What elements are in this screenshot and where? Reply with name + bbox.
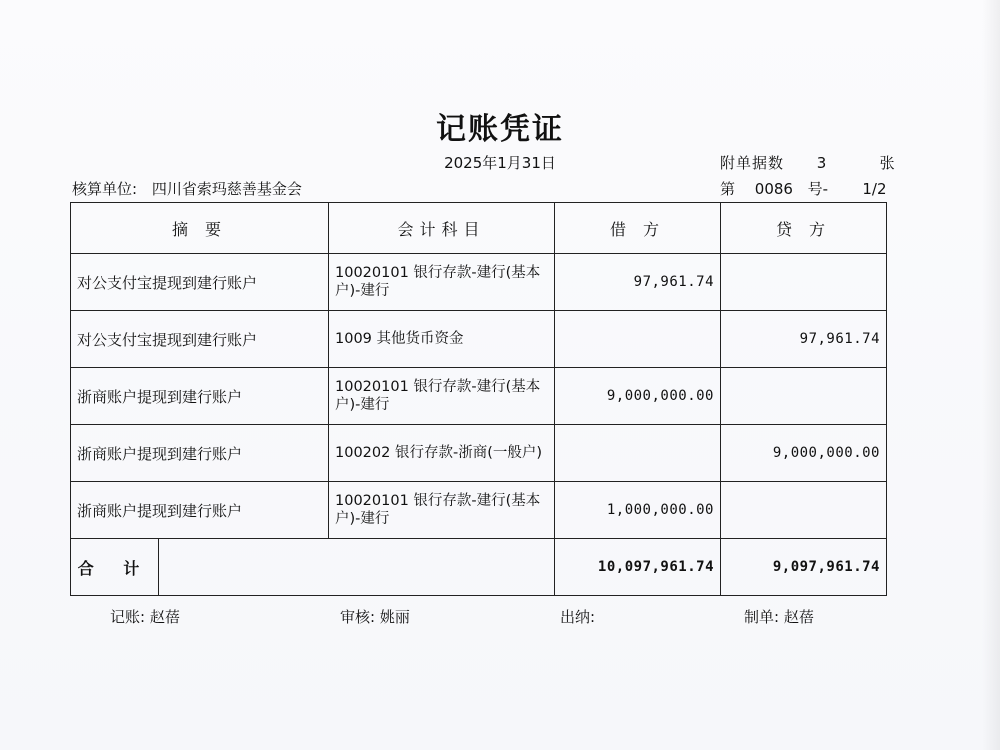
voucher-table [70,202,887,596]
voucher-date: 2025年1月31日 [444,154,556,172]
signature-bookkeeper-label: 记账: [110,608,146,626]
row-debit [555,311,721,368]
voucher-page: 1/2 [862,180,887,198]
signature-preparer-label: 制单: [744,608,780,626]
table-header-row [71,203,887,254]
column-header-credit: 贷 方 [721,203,887,254]
total-blank-cell [159,539,555,596]
signature-reviewer [340,606,410,627]
row-credit: 9,000,000.00 [721,425,887,482]
voucher-number-value: 0086 [754,180,793,198]
signature-cashier [560,606,595,627]
voucher-number-prefix: 第 [720,180,736,198]
row-debit [555,425,721,482]
signature-bookkeeper-name: 赵蓓 [149,608,180,626]
signature-preparer-name: 赵蓓 [783,608,814,626]
row-summary: 浙商账户提现到建行账户 [71,368,329,425]
voucher-number [720,178,886,199]
attachment-unit: 张 [879,154,895,172]
row-credit [721,254,887,311]
table-row [71,311,887,368]
total-row [71,539,887,596]
row-account: 10020101 银行存款-建行(基本户)-建行 [329,254,555,311]
row-debit: 9,000,000.00 [555,368,721,425]
accounting-unit [72,178,302,199]
signature-reviewer-label: 审核: [340,608,376,626]
table-row [71,368,887,425]
signature-reviewer-name: 姚丽 [379,608,410,626]
row-account: 100202 银行存款-浙商(一般户) [329,425,555,482]
voucher-title: 记账凭证 [436,112,564,147]
accounting-unit-label: 核算单位: [72,180,138,198]
voucher-number-suffix: 号- [807,180,828,198]
signature-cashier-label: 出纳: [560,608,596,626]
row-credit [721,368,887,425]
row-credit [721,482,887,539]
attachment-label: 附单据数 [720,154,785,172]
total-label: 合 计 [71,539,159,596]
row-summary: 对公支付宝提现到建行账户 [71,254,329,311]
column-header-account: 会计科目 [329,203,555,254]
row-summary: 浙商账户提现到建行账户 [71,425,329,482]
attachment-number: 3 [816,154,827,172]
row-credit: 97,961.74 [721,311,887,368]
signature-preparer [744,606,814,627]
attachment-count [720,152,895,173]
table-row [71,254,887,311]
row-summary: 浙商账户提现到建行账户 [71,482,329,539]
table-row [71,425,887,482]
row-account: 10020101 银行存款-建行(基本户)-建行 [329,482,555,539]
signature-bookkeeper [110,606,180,627]
row-debit: 97,961.74 [555,254,721,311]
row-account: 10020101 银行存款-建行(基本户)-建行 [329,368,555,425]
row-account: 1009 其他货币资金 [329,311,555,368]
accounting-unit-name: 四川省索玛慈善基金会 [151,180,302,198]
table-row [71,482,887,539]
total-debit: 10,097,961.74 [555,539,721,596]
column-header-debit: 借 方 [555,203,721,254]
total-credit: 9,097,961.74 [721,539,887,596]
row-summary: 对公支付宝提现到建行账户 [71,311,329,368]
row-debit: 1,000,000.00 [555,482,721,539]
column-header-summary: 摘 要 [71,203,329,254]
